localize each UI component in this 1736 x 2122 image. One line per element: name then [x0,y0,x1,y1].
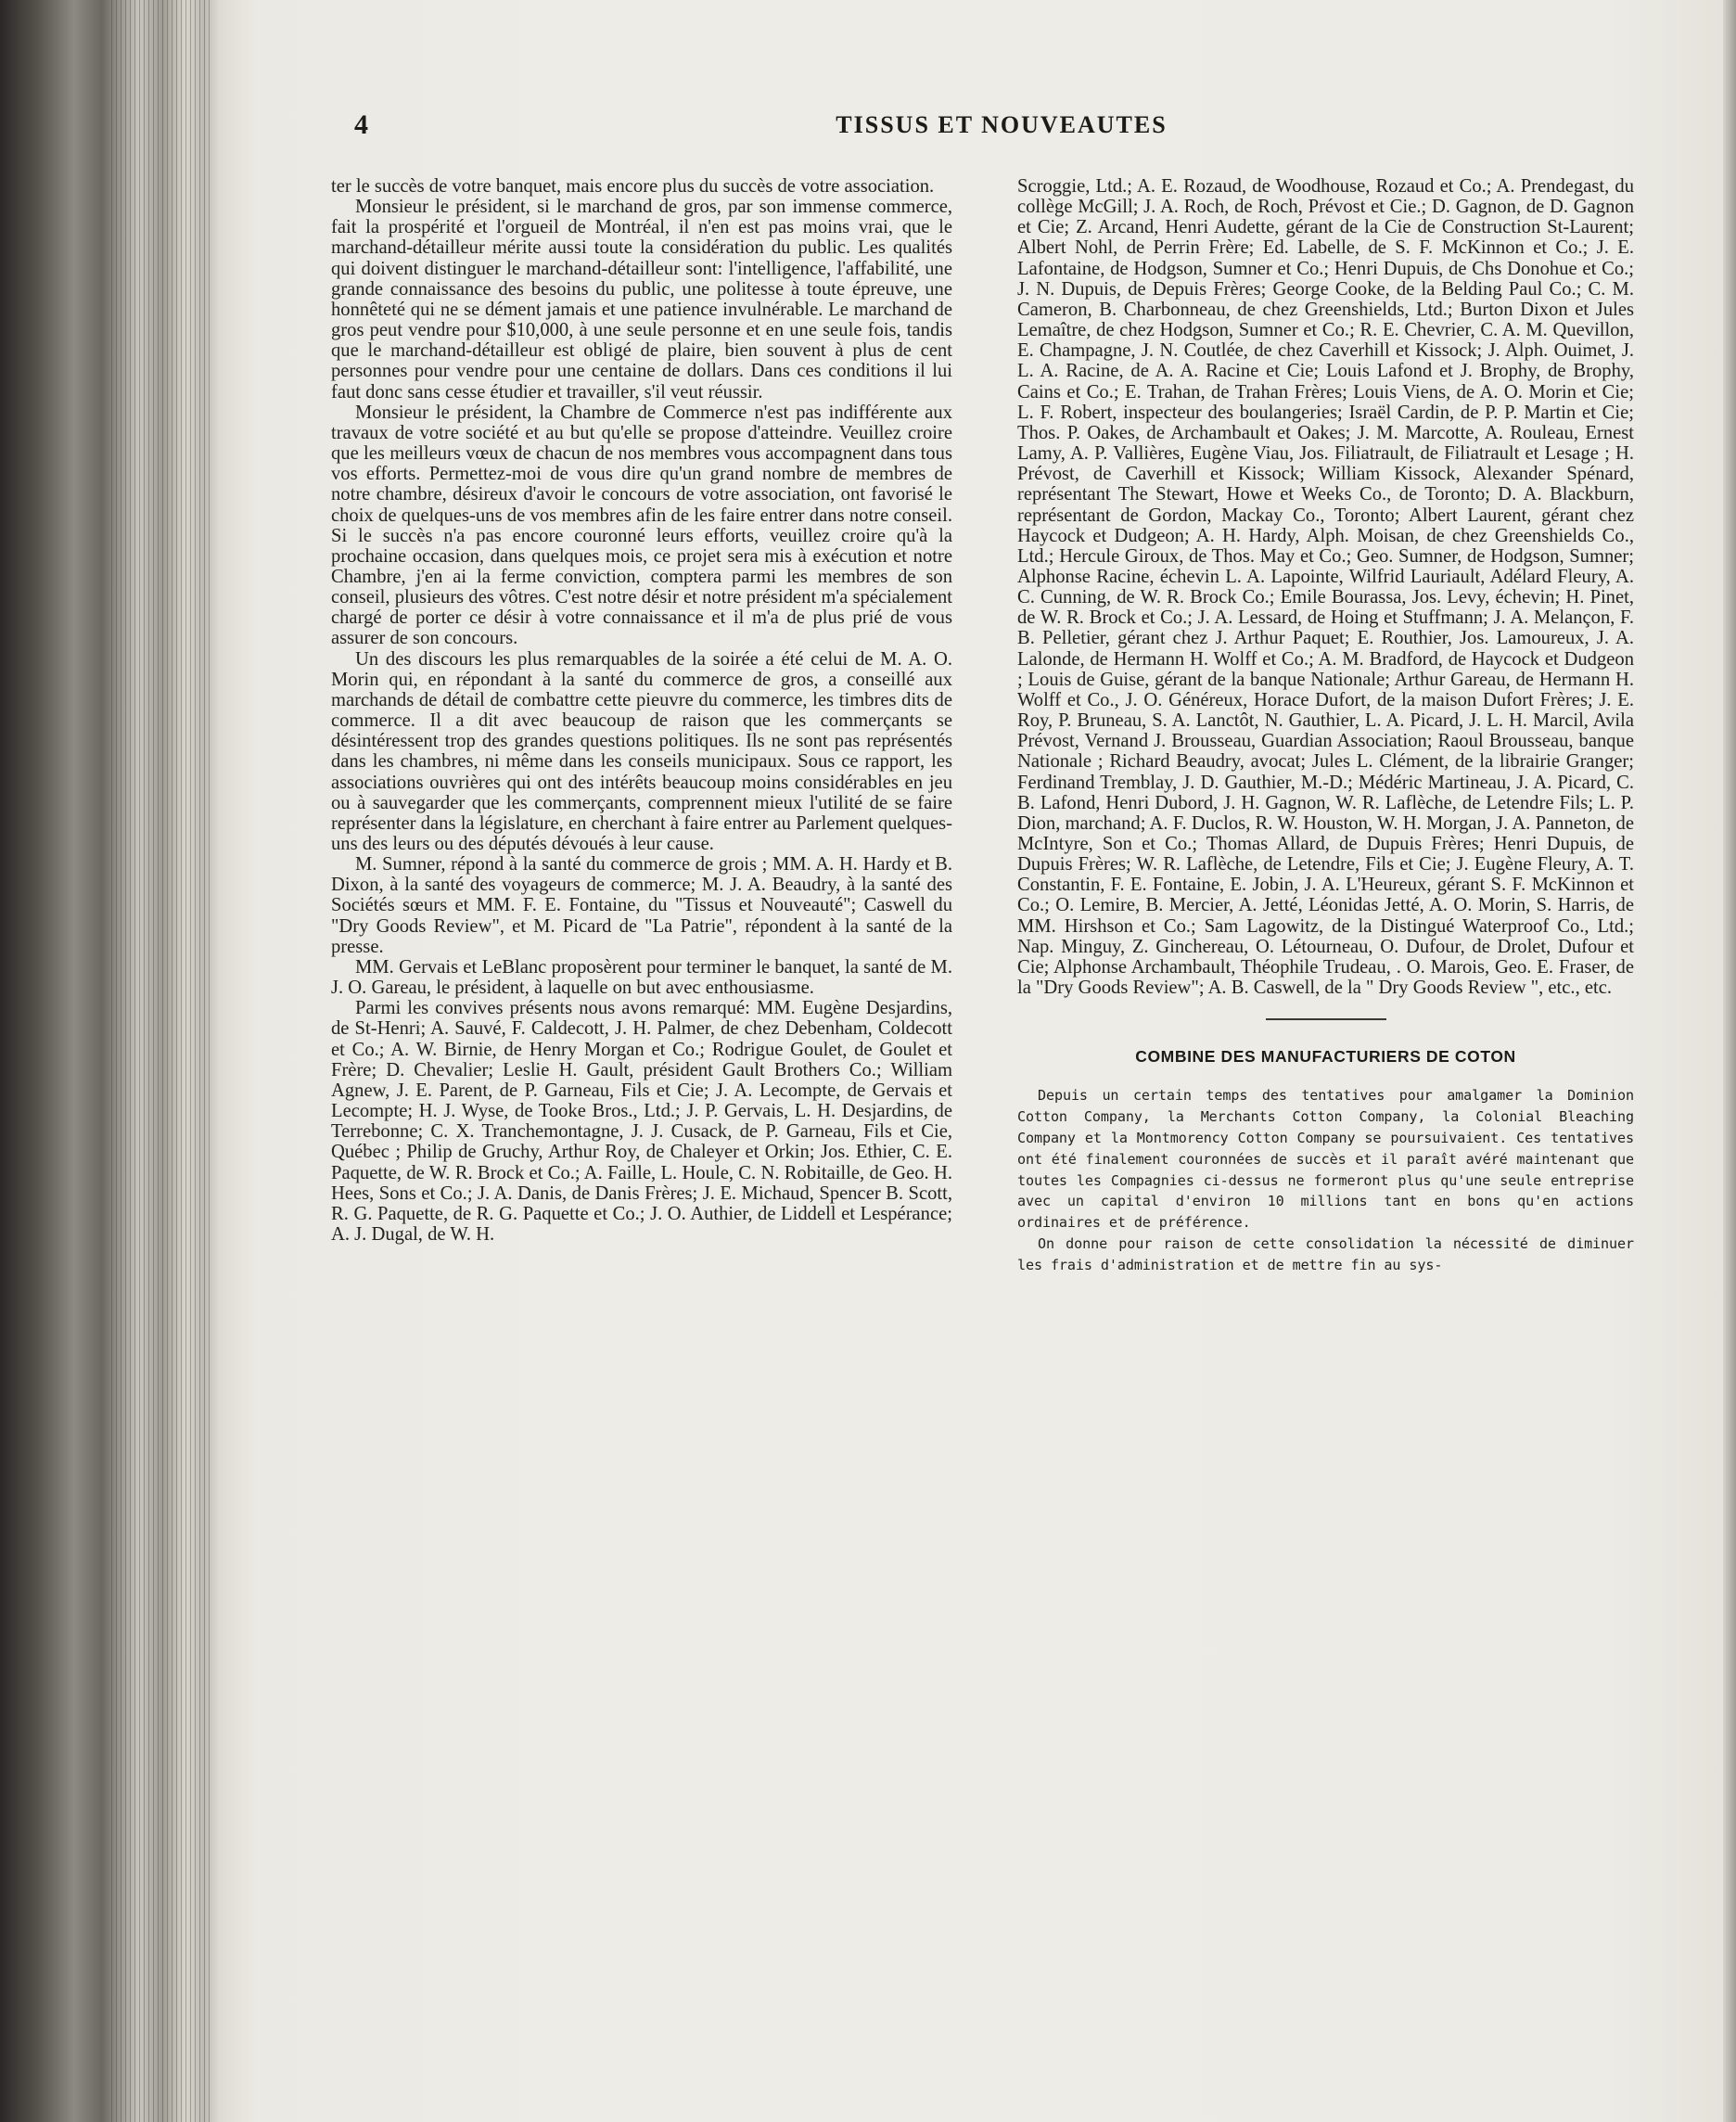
right-column [1017,176,1634,1276]
section-title: COMBINE DES MANUFACTURIERS DE COTON [1135,1047,1516,1067]
paragraph: M. Sumner, répond à la santé du commerce de grois ; MM. A. H. Hardy et B. Dixon, à la santé des voyageurs de commerce; M. J. A. Beaudry, à la santé des Sociétés sœurs et MM. F. E. Fontaine, du "Tissus et Nouveauté"; Caswell du "Dry Goods Review", et M. Picard de "La Patrie", répondent à la santé de la presse. [331,854,952,957]
paragraph: Depuis un certain temps des tentatives pour amalgamer la Dominion Cotton Company, la Merchants Cotton Company, la Colonial Bleaching Company et la Montmorency Cotton Company se poursuivaient. Ces tentatives ont été finalement couronnées de succès et il paraît avéré maintenant que toutes les Compagnies ci-dessus ne formeront plus qu'une seule entreprise avec un capital d'environ 10 millions tant en bons qu'en actions ordinaires et de préférence. [1017,1087,1634,1232]
page-edges [111,0,213,2122]
paragraph: Monsieur le président, si le marchand de gros, par son immense commerce, fait la prospérité et l'orgueil de Montréal, il n'en est pas moins vrai, que le marchand-détailleur mérite aussi toute la considération du public. Les qualités qui doivent distinguer le marchand-détailleur sont: l'intelligence, l'affabilité, une grande connaissance des besoins du public, une politesse à toute épreuve, une honnêteté qui ne se dément jamais et une patience invulnérable. Le marchand de gros peut vendre pour $10,000, à une seule personne et en une seule fois, tandis que le marchand-détailleur est obligé de plaire, bien souvent à plus de cent personnes pour vendre pour une centaine de dollars. Dans ces conditions il lui faut donc sans cesse étudier et travailler, s'il veut réussir. [331,197,952,403]
page-number: 4 [354,109,368,140]
page-header [343,109,1660,156]
paragraph: MM. Gervais et LeBlanc proposèrent pour terminer le banquet, la santé de M. J. O. Gareau, le président, à laquelle on but avec enthousiasme. [331,956,952,999]
page-right-edge [1723,0,1736,2122]
paragraph: ter le succès de votre banquet, mais encore plus du succès de votre association. [331,176,935,197]
paragraph: Parmi les convives présents nous avons remarqué: MM. Eugène Desjardins, de St-Henri; A. Sauvé, F. Caldecott, J. H. Palmer, de chez Debenham, Coldecott et Co.; A. W. Birnie, de Henry Morgan et Co.; Rodrigue Goulet, de Goulet et Frère; D. Chevalier; Leslie H. Gault, président Gault Brothers Co.; William Agnew, J. E. Parent, de P. Garneau, Fils et Cie; J. A. Lecompte, de Gervais et Lecompte; H. J. Wyse, de Tooke Bros., Ltd.; J. P. Gervais, L. H. Desjardins, de Terrebonne; C. X. Tranchemontagne, J. J. Cusack, de P. Garneau, Fils et Cie, Québec ; Philip de Gruchy, Arthur Roy, de Chaleyer et Orkin; Jos. Ethier, C. E. Paquette, de W. R. Brock et Co.; A. Faille, L. Houle, C. N. Robitaille, de Geo. H. Hees, Sons et Co.; J. A. Danis, de Danis Frères; J. E. Michaud, Spencer B. Scott, R. G. Paquette, de R. G. Paquette et Co.; J. O. Authier, de Liddell et Lespérance; A. J. Dugal, de W. H. [331,998,952,1245]
section-divider [1266,1018,1386,1020]
paragraph: Un des discours les plus remarquables de la soirée a été celui de M. A. O. Morin qui, en répondant à la santé du commerce de gros, a conseillé aux marchands de détail de combattre cette pieuvre du commerce, les timbres dits de commerce. Il a dit avec beaucoup de raison que les commerçants se désintéressent trop des grandes questions politiques. Ils ne sont pas représentés dans les chambres, ni même dans les conseils municipaux. Sous ce rapport, les associations ouvrières qui ont des intérêts beaucoup moins considérables en jeu ou à sauvegarder que les commerçants, comprennent mieux l'utilité de se faire représenter dans la législature, en cherchant à faire entrer au Parlement quelques-uns des leurs ou des députés dévoués à leur cause. [331,648,952,854]
paragraph: Monsieur le président, la Chambre de Commerce n'est pas indifférente aux travaux de votre société et au but qu'elle se propose d'atteindre. Veuillez croire que les meilleurs vœux de chacun de nos membres vous accompagnent dans tous vos efforts. Permettez-moi de vous dire qu'un grand nombre de membres de notre chambre, désireux d'avoir le concours de votre association, ont favorisé le choix de quelques-uns de vos membres afin de les faire entrer dans notre conseil. Si le succès n'a pas encore couronné leurs efforts, veuillez croire qu'à la prochaine occasion, dans quelques mois, ce projet sera mis à exécution et notre Chambre, j'en ai la ferme conviction, comptera parmi les membres de son conseil, plusieurs des vôtres. C'est notre désir et notre président m'a spécialement chargé de porter ce désir à votre connaissance et il m'a de plus prié de vous assurer de son concours. [331,402,952,649]
section-body [1017,1085,1634,1275]
left-column [331,176,952,1245]
running-title: TISSUS ET NOUVEAUTES [836,111,1168,138]
paragraph: On donne pour raison de cette consolidation la nécessité de diminuer les frais d'administration et de mettre fin au sys- [1017,1234,1634,1273]
paragraph: Scroggie, Ltd.; A. E. Rozaud, de Woodhouse, Rozaud et Co.; A. Prendegast, du collège McGill; J. A. Roch, de Roch, Prévost et Cie.; D. Gagnon, de D. Gagnon et Cie; Z. Arcand, Henri Audette, gérant de la Cie de Construction St-Laurent; Albert Nohl, de Perrin Frère; Ed. Labelle, de S. F. McKinnon et Co.; J. E. Lafontaine, de Hodgson, Sumner et Co.; Henri Dupuis, de Chs Donohue et Co.; J. N. Dupuis, de Depuis Frères; George Cooke, de la Belding Paul Co.; C. M. Cameron, B. Charbonneau, de chez Greenshields, Ltd.; Burton Dixon et Jules Lemaître, de chez Hodgson, Sumner et Co.; R. E. Chevrier, C. A. M. Quevillon, E. Champagne, J. N. Coutlée, de chez Caverhill et Kissock; J. Alph. Ouimet, J. L. A. Racine, de A. A. Racine et Cie; Louis Lafond et J. Brophy, de Brophy, Cains et Co.; E. Trahan, de Trahan Frères; Louis Viens, de A. O. Morin et Cie; L. F. Robert, inspecteur des boulangeries; Israël Cardin, de P. P. Martin et Cie; Thos. P. Oakes, de Archambault et Oakes; J. M. Marcotte, A. Rouleau, Ernest Lamy, A. P. Vallières, Eugène Viau, Jos. Filiatrault, de Filiatrault et Lesage ; H. Prévost, de Caverhill et Kissock; William Kissock, Alexander Spénard, représentant The Stewart, Howe et Weeks Co., de Toronto; D. A. Blackburn, représentant de Gordon, Mackay Co., Toronto; Albert Laurent, gérant chez Haycock et Dudgeon; A. H. Hardy, Alph. Moisan, de chez Greenshields Co., Ltd.; Hercule Giroux, de Thos. May et Co.; Geo. Sumner, de Hodgson, Sumner; Alphonse Racine, échevin L. A. Lapointe, Wilfrid Lauriault, Adélard Fleury, A. C. Cunning, de W. R. Brock Co.; Emile Bourassa, Jos. Levy, échevin; H. Pinet, de W. R. Brock et Co.; J. A. Lessard, de Hoing et Stuffmann; J. A. Melançon, F. B. Pelletier, gérant chez J. Arthur Paquet; E. Routhier, Jos. Lamoureux, J. A. Lalonde, de Hermann H. Wolff et Co.; A. M. Bradford, de Haycock et Dudgeon ; Louis de Guise, gérant de la banque Nationale; Arthur Gareau, de Hermann H. Wolff et Co., J. O. Généreux, Horace Dufort, de la maison Dufort Frères; J. E. Roy, P. Bruneau, S. A. Lanctôt, N. Gauthier, L. A. Picard, J. L. H. Marcil, Avila Prévost, Vernand J. Brousseau, Guardian Association; Raoul Brousseau, banque Nationale ; Richard Beaudry, avocat; Jules L. Clément, de la librairie Granger; Ferdinand Tremblay, J. D. Gauthier, M.-D.; Médéric Martineau, J. A. Picard, C. B. Lafond, Henri Dubord, J. H. Gagnon, W. R. Laflèche, de Letendre Fils; L. P. Dion, marchand; A. F. Duclos, R. W. Houston, W. H. Morgan, J. A. Panneton, de McIntyre, Son et Co.; Thomas Allard, de Dupuis Frères; Henri Dupuis, de Dupuis Frères; W. R. Laflèche, de Letendre, Fils et Cie; J. Eugène Fleury, A. T. Constantin, F. E. Fontaine, E. Jobin, J. A. L'Heureux, gérant S. F. McKinnon et Co.; O. Lemire, B. Mercier, A. Jetté, Léonidas Jetté, A. O. Morin, S. Harris, de MM. Hirshson et Co.; Sam Lagowitz, de la Distingué Waterproof Co., Ltd.; Nap. Minguy, Z. Ginchereau, O. Létourneau, O. Dufour, de Drolet, Dufour et Cie; Alphonse Archambault, Théophile Trudeau, . O. Marois, Geo. E. Fraser, de la "Dry Goods Review"; A. B. Caswell, de la " Dry Goods Review ", etc., etc. [1017,176,1634,999]
